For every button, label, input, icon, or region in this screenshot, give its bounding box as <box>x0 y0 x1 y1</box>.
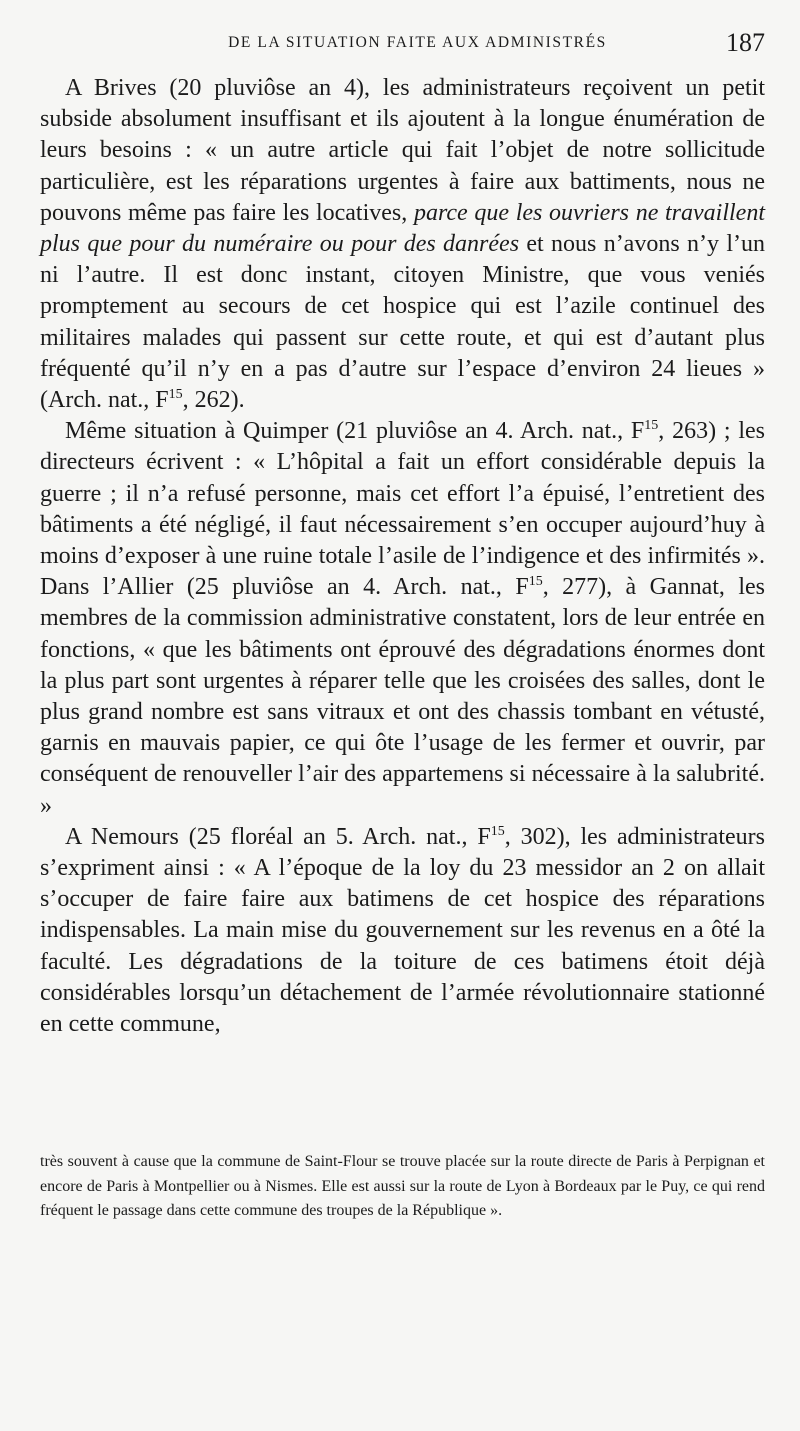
main-text <box>40 73 765 1040</box>
page-number: 187 <box>726 28 765 57</box>
paragraph <box>40 822 765 1040</box>
running-title: DE LA SITUATION FAITE AUX ADMINISTRÉS <box>228 34 607 51</box>
text-run: et nous n’avons n’y l’un ni l’autre. Il est donc instant, citoyen Ministre, que vous veniés promptement au secours de cet hospice qui est l’azile continuel des militaires malades qui passent sur cette route, et qui est d’autant plus fréquenté qu’il n’y en a pas d’autre sur l’espace d’environ 24 lieues » (Arch. nat., F <box>40 231 765 414</box>
series-superscript: 15 <box>490 823 505 839</box>
text-run: Même situation à Quimper (21 pluviôse an 4. Arch. nat., F <box>65 418 645 445</box>
text-run: , 263) ; les directeurs écrivent : « L’hôpital a fait un effort considérable depuis la guerre ; il n’a refusé personne, mais cet effort l’a épuisé, l’entretient des bâtiments a été négligé, il faut nécessairement s’en occuper aujourd’huy à moins d’exposer à une ruine totale l’asile de l’indigence et des infirmités ». Dans l’Allier (25 pluviôse an 4. Arch. nat., F <box>40 418 765 601</box>
text-run: , 277), à Gannat, les membres de la commission administrative constatent, lors de leur entrée en fonctions, « que les bâtiments ont éprouvé des dégradations énormes dont la plus part sont urgentes à réparer telle que les croisées des salles, dont le plus grand nombre est sans vitraux et ont des chassis tombant en vétusté, garnis en mauvais papier, ce qui ôte l’usage de les fermer et ouvrir, par conséquent de renouveller l’air des appartemens si nécessaire à la salubrité. » <box>40 574 766 819</box>
footnote <box>40 1150 765 1224</box>
text-run: , 262). <box>182 387 245 414</box>
footnote-text: très souvent à cause que la commune de Saint-Flour se trouve placée sur la route directe de Paris à Perpignan et encore de Paris à Montpellier ou à Nismes. Elle est aussi sur la route de Lyon à Bordeaux par le Puy, ce qui rend fréquent le passage dans cette commune des troupes de la République ». <box>40 1153 765 1219</box>
series-superscript: 15 <box>528 574 543 590</box>
paragraph <box>40 73 765 416</box>
text-run: A Brives (20 pluviôse an 4), les administrateurs reçoivent un petit subside absolument insuffisant et ils ajoutent à la longue énumération de leurs besoins : « un autre article qui fait l’objet de notre sollicitude particulière, est les réparations urgentes à faire aux battiments, nous ne pouvons même pas faire les locatives, <box>40 75 765 226</box>
text-run: A Nemours (25 floréal an 5. Arch. nat., F <box>65 823 491 850</box>
text-run: , 302), les administrateurs s’expriment ainsi : « A l’époque de la loy du 23 messidor an 2 on allait s’occuper de faire faire aux batimens de cet hospice des réparations indispensables. La main mise du gouvernement sur les revenus en a ôté la faculté. Les dégradations de la toiture de ces batimens étoit déjà considérables lorsqu’un détachement de l’armée révolutionnaire stationné en cette commune, <box>40 823 765 1038</box>
page-header <box>40 28 765 62</box>
series-superscript: 15 <box>168 387 183 403</box>
series-superscript: 15 <box>644 418 659 434</box>
italic-quote: parce que les ouvriers ne travaillent plus que pour du numéraire ou pour des danrées <box>40 199 765 258</box>
paragraph <box>40 416 765 822</box>
